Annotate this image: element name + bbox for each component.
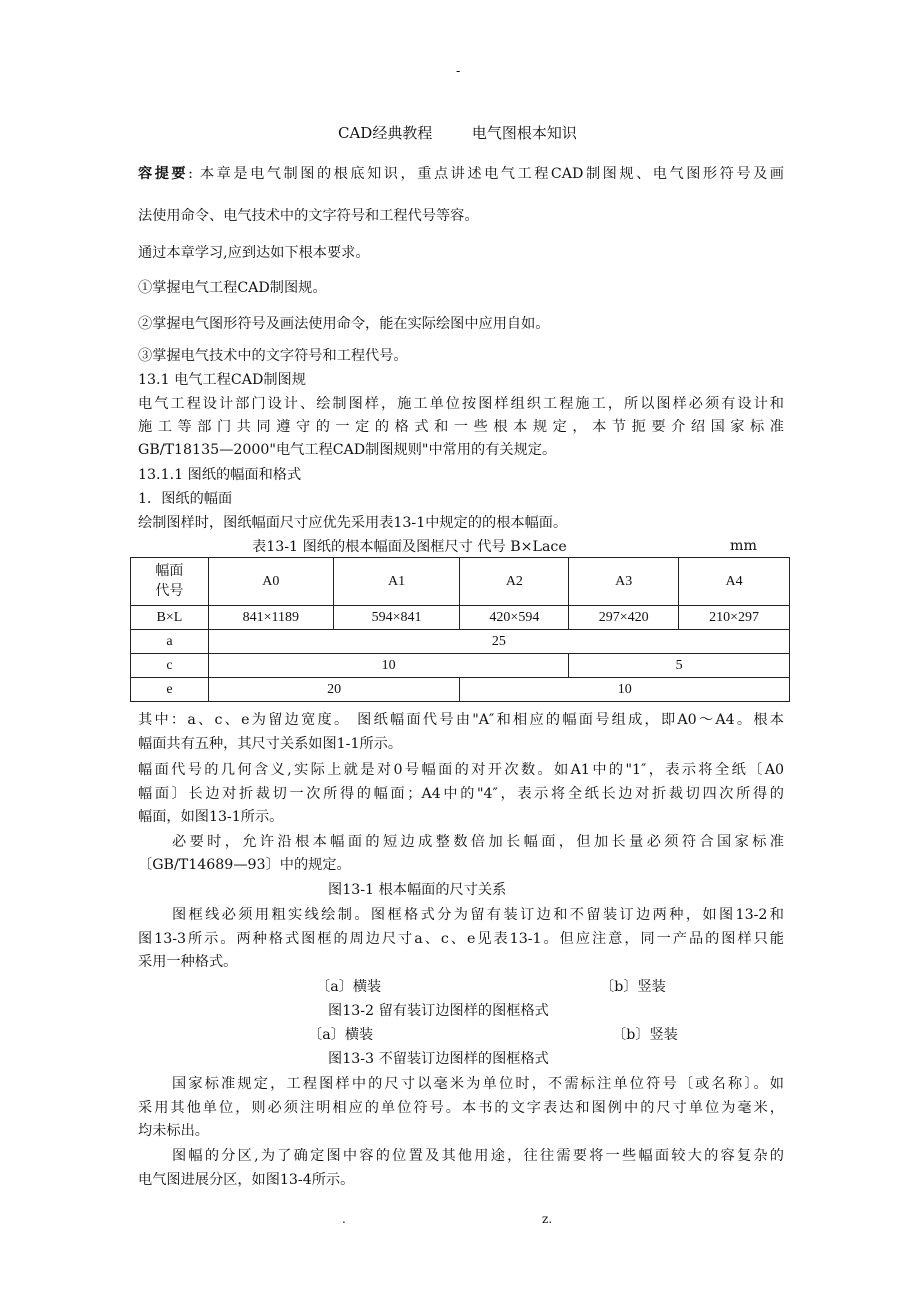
table-cell: 841×1189 bbox=[208, 606, 333, 630]
table-row-label: c bbox=[131, 654, 209, 678]
table-unit: mm bbox=[730, 538, 757, 554]
table-header-cell: A0 bbox=[208, 558, 333, 606]
table-cell: 20 bbox=[208, 678, 460, 702]
extend-line-1: 必要时，允许沿根本幅面的短边成整数倍加长幅面，但加长量必须符合国家标准 bbox=[172, 834, 784, 850]
table-cell: 25 bbox=[208, 630, 789, 654]
subsection-1-text: 绘制图样时，图纸幅面尺寸应优先采用表13-1中规定的的根本幅面。 bbox=[138, 515, 568, 531]
subsection-1-heading: 1．图纸的幅面 bbox=[138, 491, 233, 507]
section-13-1-1-heading: 13.1.1 图纸的幅面和格式 bbox=[138, 467, 302, 483]
table-row-label: a bbox=[131, 630, 209, 654]
figure-13-2b-label: 〔b〕竖装 bbox=[600, 979, 666, 995]
size-table bbox=[130, 557, 790, 702]
meaning-line-3: 幅面，如图13-1所示。 bbox=[138, 809, 284, 825]
table-header-cell: A2 bbox=[460, 558, 569, 606]
table-header-row bbox=[131, 558, 790, 606]
page-title bbox=[338, 122, 577, 143]
summary-line-1: 容提要: 本章是电气制图的根底知识，重点讲述电气工程CAD制图规、电气图形符号及画 bbox=[138, 166, 784, 182]
table-cell: 594×841 bbox=[333, 606, 460, 630]
unit-line-3: 均未标出。 bbox=[138, 1123, 209, 1139]
table-cell: 420×594 bbox=[460, 606, 569, 630]
meaning-line-2: 幅面〕长边对折裁切一次所得的幅面；A4中的"4″，表示将全纸长边对折裁切四次所得的 bbox=[138, 786, 784, 802]
section-13-1-para-3: GB/T18135—2000"电气工程CAD制图规则"中常用的有关规定。 bbox=[138, 442, 557, 458]
note-line-2: 幅面共有五种，其尺寸关系如图1-1所示。 bbox=[138, 736, 403, 752]
table-cell: 5 bbox=[569, 654, 790, 678]
frame-line-3: 采用一种格式。 bbox=[138, 954, 238, 970]
table-row-c bbox=[131, 654, 790, 678]
goal-1: ①掌握电气工程CAD制图规。 bbox=[138, 280, 327, 296]
frame-line-2: 图13-3所示。两种格式图框的周边尺寸a、c、e见表13-1。但应注意，同一产品的图样只能 bbox=[138, 931, 784, 947]
figure-13-2a-label: 〔a〕横装 bbox=[316, 979, 382, 995]
unit-line-1: 国家标准规定，工程图样中的尺寸以毫米为单位时，不需标注单位符号〔或名称〕。如 bbox=[172, 1076, 784, 1092]
figure-13-3b-label: 〔b〕竖装 bbox=[612, 1027, 678, 1043]
intro-text: 通过本章学习,应到达如下根本要求。 bbox=[138, 245, 370, 261]
table-header-cell: A4 bbox=[679, 558, 790, 606]
summary-label: 容提要 bbox=[138, 166, 189, 182]
table-caption: 表13-1 图纸的根本幅面及图框尺寸 代号 B×Lace bbox=[252, 539, 567, 555]
page-header-mark: - bbox=[456, 64, 461, 79]
section-13-1-para-2: 施工等部门共同遵守的一定的格式和一些根本规定，本节扼要介绍国家标准 bbox=[138, 419, 784, 435]
table-cell: 297×420 bbox=[569, 606, 679, 630]
title-right: 电气图根本知识 bbox=[471, 124, 577, 142]
table-row-bxl bbox=[131, 606, 790, 630]
zone-line-1: 图幅的分区,为了确定图中容的位置及其他用途，往往需要将一些幅面较大的容复杂的 bbox=[172, 1148, 784, 1164]
goal-3: ③掌握电气技术中的文字符号和工程代号。 bbox=[138, 348, 408, 364]
table-corner-cell: 幅面 代号 bbox=[131, 558, 209, 606]
table-header-cell: A1 bbox=[333, 558, 460, 606]
table-row-label: e bbox=[131, 678, 209, 702]
figure-13-3-caption: 图13-3 不留装订边图样的图框格式 bbox=[328, 1051, 549, 1067]
table-row-a bbox=[131, 630, 790, 654]
figure-13-3a-label: 〔a〕横装 bbox=[308, 1027, 374, 1043]
meaning-line-1: 幅面代号的几何含义,实际上就是对0号幅面的对开次数。如A1中的"1″，表示将全纸〔A0 bbox=[138, 762, 784, 778]
extend-line-2: 〔GB/T14689—93〕中的规定。 bbox=[138, 857, 351, 873]
table-cell: 210×297 bbox=[679, 606, 790, 630]
table-cell: 10 bbox=[208, 654, 568, 678]
table-row-e bbox=[131, 678, 790, 702]
zone-line-2: 电气图进展分区，如图13-4所示。 bbox=[138, 1172, 355, 1188]
section-13-1-heading: 13.1 电气工程CAD制图规 bbox=[138, 372, 306, 388]
table-row-label: B×L bbox=[131, 606, 209, 630]
frame-line-1: 图框线必须用粗实线绘制。图框格式分为留有装订边和不留装订边两种，如图13-2和 bbox=[172, 907, 784, 923]
summary-line-2: 法使用命令、电气技术中的文字符号和工程代号等容。 bbox=[138, 208, 479, 224]
footer-right: z. bbox=[542, 1212, 553, 1226]
goal-2: ②掌握电气图形符号及画法使用命令，能在实际绘图中应用自如。 bbox=[138, 316, 550, 332]
figure-13-1-caption: 图13-1 根本幅面的尺寸关系 bbox=[328, 882, 507, 898]
figure-13-2-caption: 图13-2 留有装订边图样的图框格式 bbox=[328, 1003, 549, 1019]
table-header-cell: A3 bbox=[569, 558, 679, 606]
section-13-1-para-1: 电气工程设计部门设计、绘制图样，施工单位按图样组织工程施工，所以图样必须有设计和 bbox=[138, 396, 784, 412]
footer-left: . bbox=[342, 1212, 346, 1226]
table-cell: 10 bbox=[460, 678, 790, 702]
note-line-1: 其中：a、c、e为留边宽度。 图纸幅面代号由"A″和相应的幅面号组成，即A0～A4。根本 bbox=[138, 712, 784, 728]
title-left: CAD经典教程 bbox=[338, 124, 433, 142]
unit-line-2: 采用其他单位，则必须注明相应的单位符号。本书的文字表达和图例中的尺寸单位为毫米， bbox=[138, 1100, 784, 1116]
